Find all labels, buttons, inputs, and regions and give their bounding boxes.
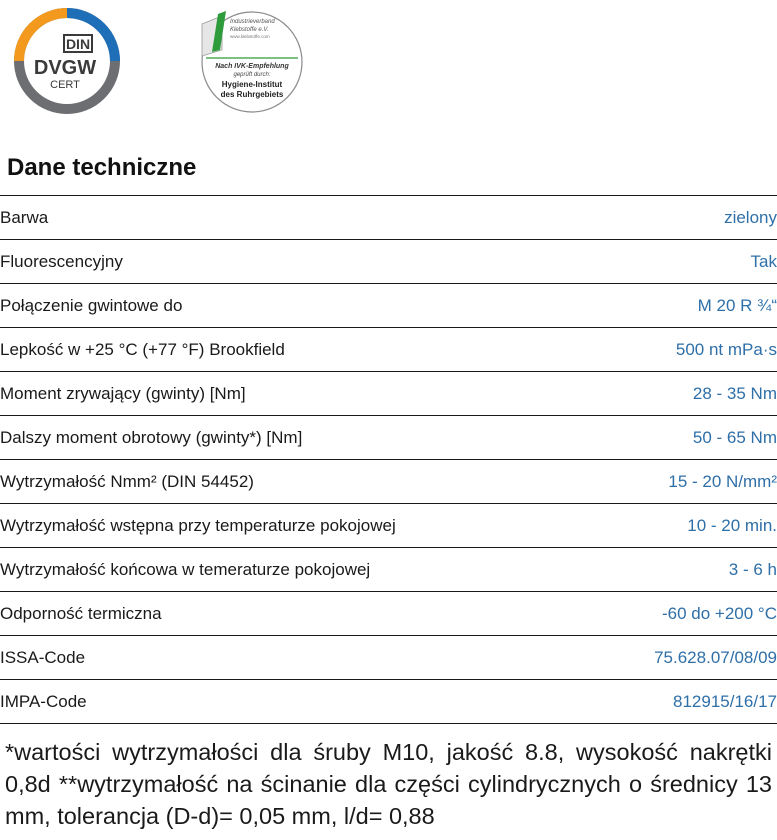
spec-table <box>0 195 777 724</box>
row-label: Moment zrywający (gwinty) [Nm] <box>0 372 593 416</box>
row-value: 75.628.07/08/09 <box>593 636 777 680</box>
ivk-hygiene-logo <box>192 6 310 116</box>
table-row <box>0 636 777 680</box>
ivk-line4: Nach IVK-Empfehlung <box>215 63 289 70</box>
table-row <box>0 372 777 416</box>
row-value: 28 - 35 Nm <box>593 372 777 416</box>
table-row <box>0 504 777 548</box>
table-row <box>0 416 777 460</box>
row-label: Połączenie gwintowe do <box>0 284 593 328</box>
row-label: Lepkość w +25 °C (+77 °F) Brookfield <box>0 328 593 372</box>
row-value: 812915/16/17 <box>593 680 777 724</box>
row-label: Barwa <box>0 196 593 240</box>
certification-logos <box>0 0 777 120</box>
table-row <box>0 548 777 592</box>
ivk-line1: Industrieverband <box>230 19 275 25</box>
row-label: Odporność termiczna <box>0 592 593 636</box>
row-value: 15 - 20 N/mm² <box>593 460 777 504</box>
ivk-line5: geprüft durch: <box>233 72 271 78</box>
row-label: Wytrzymałość końcowa w temeraturze pokojowej <box>0 548 593 592</box>
dvgw-cert-text: CERT <box>50 79 80 91</box>
row-value: 10 - 20 min. <box>593 504 777 548</box>
dvgw-din-text: DIN <box>65 36 91 52</box>
row-value: zielony <box>593 196 777 240</box>
row-label: ISSA-Code <box>0 636 593 680</box>
ivk-line7: des Ruhrgebiets <box>220 90 284 99</box>
dvgw-cert-logo <box>12 6 122 116</box>
table-row <box>0 328 777 372</box>
row-value: M 20 R ¾“ <box>593 284 777 328</box>
ivk-line6: Hygiene-Institut <box>221 80 283 89</box>
footnote: *wartości wytrzymałości dla śruby M10, jakość 8.8, wysokość nakrętki 0,8d **wytrzymałość na ścinanie dla części cylindrycznych o średnicy 13 mm, tolerancja (D-d)= 0,05 mm, l/d= 0,88 <box>5 739 772 829</box>
row-label: Fluorescencyjny <box>0 240 593 284</box>
row-value: 500 nt mPa·s <box>593 328 777 372</box>
table-row <box>0 680 777 724</box>
row-label: Wytrzymałość wstępna przy temperaturze pokojowej <box>0 504 593 548</box>
ivk-line2: Klebstoffe e.V. <box>230 27 269 33</box>
table-row <box>0 592 777 636</box>
ivk-line3: www.klebstoffe.com <box>230 34 270 39</box>
row-value: Tak <box>593 240 777 284</box>
row-value: -60 do +200 °C <box>593 592 777 636</box>
row-label: Wytrzymałość Nmm² (DIN 54452) <box>0 460 593 504</box>
table-row <box>0 196 777 240</box>
table-row <box>0 284 777 328</box>
table-row <box>0 240 777 284</box>
row-label: IMPA-Code <box>0 680 593 724</box>
row-value: 50 - 65 Nm <box>593 416 777 460</box>
row-value: 3 - 6 h <box>593 548 777 592</box>
row-label: Dalszy moment obrotowy (gwinty*) [Nm] <box>0 416 593 460</box>
section-title: Dane techniczne <box>7 154 197 181</box>
table-row <box>0 460 777 504</box>
dvgw-main-text: DVGW <box>33 57 97 79</box>
